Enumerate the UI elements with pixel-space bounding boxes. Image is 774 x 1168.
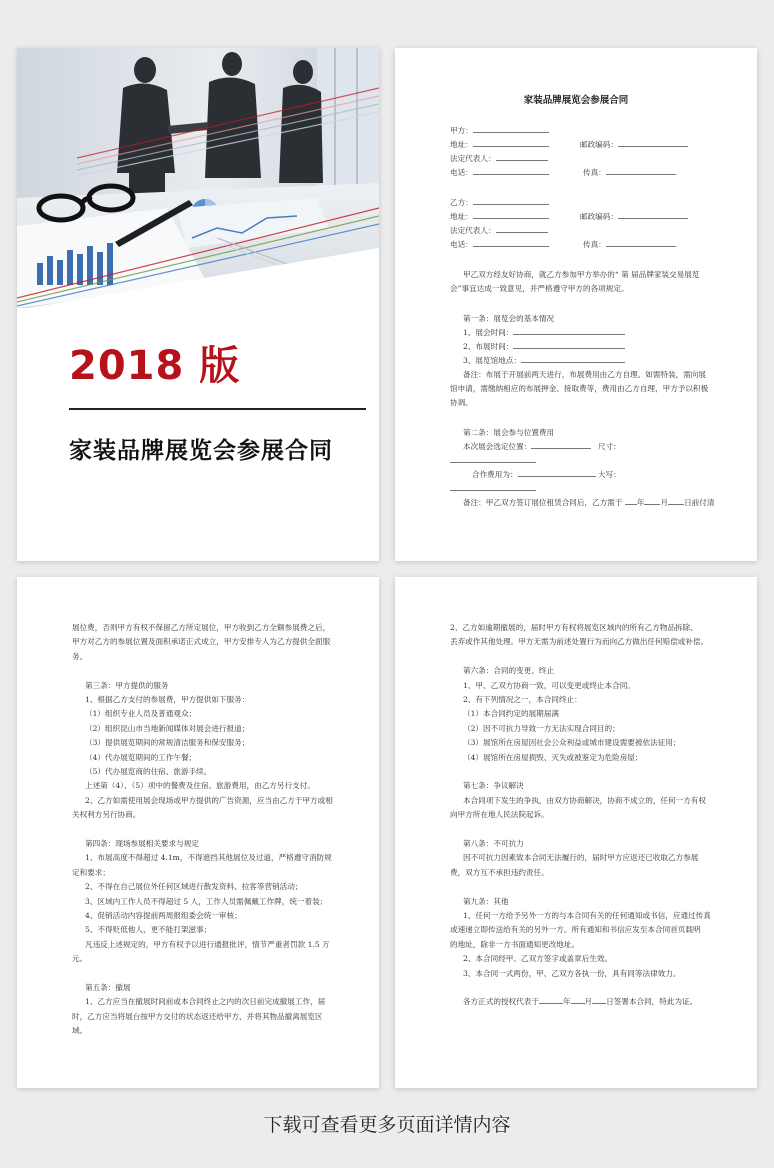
paragraph-line: 费，双方互不承担违约责任。	[450, 867, 549, 877]
fee-field[interactable]	[518, 468, 596, 477]
party-a-address-row	[450, 138, 549, 152]
booth-position-label: 本次展会选定位置：	[463, 442, 532, 451]
cover-business-photo	[17, 48, 379, 308]
exhibition-time-row	[463, 326, 625, 340]
paragraph-line: 2、有下列情况之一，本合同终止：	[463, 695, 582, 704]
paragraph-line: 定和要求；	[72, 867, 110, 877]
section-1-note-line-2: 馆申请，需缴纳相应的布展押金、接取费等，费用由乙方自理，甲方予以积极	[450, 384, 709, 393]
section-heading: 第五条：撤展	[85, 983, 131, 992]
section-heading: 第七条：争议解决	[463, 781, 524, 791]
paragraph-line: （3）提供展览期间的常规清洁服务和保安服务；	[85, 738, 250, 748]
party-a-legal-rep-field[interactable]	[496, 152, 548, 161]
paragraph-line: 的地址，除非一方书面通知更改地址。	[450, 939, 580, 949]
section-heading: 第三条：甲方提供的服务	[85, 680, 169, 690]
fee-upper-label: 大写：	[598, 470, 621, 479]
party-b-postcode-row	[580, 210, 688, 224]
paragraph-line: 向甲方所在地人民法院起诉。	[450, 810, 549, 820]
paragraph-line: 甲方对乙方的参展位置及面积承诺正式成立，甲方安排专人为乙方提供全面服	[72, 637, 331, 647]
sign-year-field[interactable]	[539, 995, 563, 1004]
venue-field[interactable]	[521, 354, 625, 363]
venue-label: 3、展览馆地点：	[463, 356, 521, 365]
party-a-address-label: 地址：	[450, 140, 473, 149]
setup-time-field[interactable]	[513, 340, 625, 349]
signing-prefix: 各方正式的授权代表于	[463, 997, 539, 1007]
payment-year-label: 年	[636, 498, 645, 507]
payment-month-label: 月	[660, 498, 669, 507]
paragraph-line: （4）代办展览期间的工作午餐；	[85, 752, 197, 762]
cover-page	[17, 48, 379, 561]
sign-month-field[interactable]	[571, 995, 585, 1004]
fee-row	[472, 468, 596, 482]
paragraph-line: 本合同项下发生的争执，由双方协商解决，协商不成立的，任何一方有权	[463, 795, 706, 805]
paragraph-line: （5）代办展览商的住宿、旅游手续。	[85, 767, 212, 776]
section-heading: 第九条：其他	[463, 896, 509, 906]
party-a-postcode-row	[580, 138, 688, 152]
booth-position-row	[463, 440, 591, 454]
paragraph-line: 2、乙方如需使用展会现场或甲方提供的广告资源，应当由乙方于甲方或相	[85, 795, 333, 805]
party-a-row	[450, 124, 549, 138]
contract-page-1	[395, 48, 757, 561]
payment-year-field[interactable]	[625, 496, 637, 505]
contract-page-2	[17, 577, 379, 1088]
paragraph-line: 展位费，否则甲方有权不保留乙方所定展位，甲方收到乙方全额参展费之后，	[72, 623, 331, 632]
section-1-note-line-3: 协调。	[450, 398, 473, 407]
paragraph-line: 1、乙方应当在撤展时间前或本合同终止之内的次日前完成撤展工作，届	[85, 997, 326, 1007]
payment-note-label: 备注：甲乙双方签订展位租赁合同后，乙方需于	[463, 498, 623, 507]
party-a-legal-rep-row	[450, 152, 548, 166]
paragraph-line: 域。	[72, 1026, 88, 1036]
section-heading: 第八条：不可抗力	[463, 839, 524, 848]
paragraph-line: 元。	[72, 954, 88, 964]
paragraph-line: （3）展馆所在房屋因社会公众利益或城市建设需要被依法征用；	[463, 738, 681, 748]
paragraph-line: 关权利方另行协商。	[72, 810, 141, 820]
sign-year-label: 年	[562, 997, 571, 1007]
signing-line	[463, 995, 697, 1009]
paragraph-line: 1、布展高度不得超过 4.1m，不得遮挡其他展位及过道，严格遵守消防规	[85, 853, 332, 863]
exhibition-time-field[interactable]	[513, 326, 625, 335]
party-b-row	[450, 196, 549, 210]
party-a-postcode-label: 邮政编码：	[580, 140, 618, 149]
booth-size-field[interactable]	[450, 454, 536, 463]
party-b-address-label: 地址：	[450, 212, 473, 221]
setup-time-label: 2、布展时间：	[463, 342, 514, 351]
party-b-legal-rep-field[interactable]	[496, 224, 548, 233]
intro-line-1: 甲乙双方经友好协商，就乙方参加甲方举办的“ 第 届品牌家装交易展览	[463, 270, 700, 279]
paragraph-line: （1）本合同约定的展期届满	[463, 709, 559, 719]
section-1-note-line-1: 备注：布展于开展前两天进行，布展费用由乙方自理。如需特装，需向展	[463, 370, 706, 379]
party-a-fax-row	[583, 166, 676, 180]
exhibition-time-label: 1、展会时间：	[463, 328, 514, 337]
paragraph-line: 丢弃或作其他处理。甲方无需为前述处置行为而向乙方做出任何赔偿或补偿。	[450, 637, 709, 647]
booth-position-field[interactable]	[531, 440, 591, 449]
fee-upper-field-row	[450, 482, 536, 496]
signing-suffix: 日签署本合同，特此为证。	[606, 997, 698, 1007]
paragraph-line: 或速递立即传送给有关的另外一方。所有通知和书信应发至本合同首页载明	[450, 925, 701, 935]
paragraph-line: 2、不得在自己展位外任何区域进行散发资料、拉客等营销活动；	[85, 882, 303, 892]
party-b-phone-row	[450, 238, 549, 252]
payment-month-field[interactable]	[644, 496, 660, 505]
party-b-phone-field[interactable]	[473, 238, 549, 247]
paragraph-line: 5、不得贬低他人，更不能打架滋事；	[85, 925, 212, 935]
paragraph-line: 3、本合同一式两份，甲、乙双方各执一份，具有同等法律效力。	[463, 968, 681, 978]
paragraph-line: （4）展馆所在房屋损毁、灭失或被鉴定为危险房屋；	[463, 752, 643, 762]
party-a-label: 甲方：	[450, 126, 473, 135]
paragraph-line: 上述第（4）、（5）项中的餐费及住宿、旅游费用，由乙方另行支付。	[85, 781, 315, 791]
paragraph-line: （2）组织昆山市当地新闻媒体对展会进行报道；	[85, 723, 250, 733]
party-b-field[interactable]	[473, 196, 549, 205]
cover-divider	[69, 408, 366, 410]
party-b-address-field[interactable]	[473, 210, 549, 219]
fee-upper-field[interactable]	[450, 482, 536, 491]
party-b-phone-label: 电话：	[450, 240, 473, 249]
contract-title: 家装品牌展览会参展合同	[523, 95, 629, 106]
venue-row	[463, 354, 625, 368]
party-b-legal-rep-row	[450, 224, 548, 238]
sign-day-field[interactable]	[592, 995, 606, 1004]
party-b-legal-rep-label: 法定代表人：	[450, 226, 496, 235]
paragraph-line: 2、本合同经甲、乙双方签字或盖章后生效。	[463, 954, 613, 964]
party-a-postcode-field[interactable]	[618, 138, 688, 147]
contract-page-2-body	[17, 577, 379, 1088]
paragraph-line: 因不可抗力因素致本合同无法履行的，届时甲方应返还已收取乙方参展	[463, 853, 699, 863]
paragraph-line: （1）组织专业人员及普通观众；	[85, 709, 197, 719]
paragraph-line: 时，乙方应当将展台按甲方交付的状态返还给甲方，并将其物品撤离展览区	[72, 1011, 323, 1021]
paragraph-line: 1、甲、乙双方协商一致，可以变更或终止本合同。	[463, 680, 635, 690]
party-a-phone-field[interactable]	[473, 166, 549, 175]
setup-time-row	[463, 340, 625, 354]
paragraph-line: 凡违反上述规定的，甲方有权予以进行通报批评，情节严重者罚款 1.5 万	[85, 939, 330, 949]
download-more-caption: 下载可查看更多页面详情内容	[263, 1114, 511, 1136]
paragraph-line: 1、根据乙方支付的参展费，甲方提供如下服务：	[85, 695, 250, 704]
party-a-address-field[interactable]	[473, 138, 549, 147]
paragraph-line: 4、促销活动内容提前两周报组委会统一审核；	[85, 911, 242, 920]
paragraph-line: （2）因不可抗力导致一方无法实现合同目的；	[463, 723, 620, 733]
cover-title: 家装品牌展览会参展合同	[69, 438, 333, 464]
party-b-fax-field[interactable]	[606, 238, 676, 247]
paragraph-line: 务。	[72, 651, 88, 661]
booth-size-label: 尺寸：	[598, 442, 621, 451]
section-1-heading: 第一条：展览会的基本情况	[463, 314, 555, 323]
party-b-label: 乙方：	[450, 198, 473, 207]
party-b-fax-label: 传真：	[583, 240, 606, 249]
party-a-fax-label: 传真：	[583, 168, 606, 177]
sign-month-label: 月	[584, 997, 593, 1007]
booth-size-field-row	[450, 454, 536, 468]
fee-label: 合作费用为：	[472, 470, 518, 479]
party-b-address-row	[450, 210, 549, 224]
intro-line-2: 会”事宜达成一致意见，并严格遵守甲方的各项规定。	[450, 284, 629, 293]
cover-year: 2018 版	[69, 343, 241, 389]
party-a-phone-label: 电话：	[450, 168, 473, 177]
paragraph-line: 3、区域内工作人员不得超过 5 人，工作人员需佩戴工作牌，统一着装；	[85, 896, 328, 906]
party-b-fax-row	[583, 238, 676, 252]
paragraph-line: 1、任何一方给予另外一方的与本合同有关的任何通知或书信，应通过传真	[463, 911, 711, 920]
payment-note-row	[463, 496, 714, 510]
payment-day-field[interactable]	[668, 496, 684, 505]
section-heading: 第四条：现场参展相关要求与规定	[85, 839, 199, 848]
section-heading: 第六条：合同的变更、终止	[463, 666, 555, 676]
contract-page-3-body	[395, 577, 757, 1088]
party-a-fax-field[interactable]	[606, 166, 676, 175]
payment-day-label: 日前付清	[684, 498, 715, 507]
party-b-postcode-label: 邮政编码：	[580, 212, 618, 221]
section-2-heading: 第二条：展会参与位置费用	[463, 428, 555, 437]
contract-page-3	[395, 577, 757, 1088]
paragraph-line: 2、乙方如逾期撤展的，届时甲方有权将展览区域内的所有乙方物品拆除、	[450, 623, 698, 632]
party-a-legal-rep-label: 法定代表人：	[450, 154, 496, 163]
party-b-postcode-field[interactable]	[618, 210, 688, 219]
party-a-phone-row	[450, 166, 549, 180]
party-a-field[interactable]	[473, 124, 549, 133]
